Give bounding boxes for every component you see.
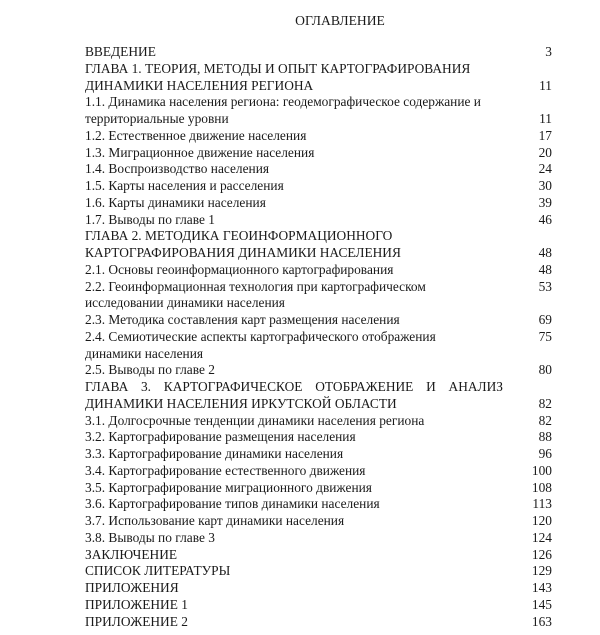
toc-page-number: 108 xyxy=(531,479,552,495)
toc-entry-text: 3.5. Картографирование миграционного движения xyxy=(85,479,372,495)
toc-entry-text: ГЛАВА 3. КАРТОГРАФИЧЕСКОЕ ОТОБРАЖЕНИЕ И АНАЛИЗ xyxy=(85,379,503,394)
toc-page-number: 126 xyxy=(531,546,552,562)
toc-entry-text: 1.6. Карты динамики населения xyxy=(85,194,266,210)
toc-page-number: 24 xyxy=(538,161,552,177)
toc-entry-text: ГЛАВА 1. ТЕОРИЯ, МЕТОДЫ И ОПЫТ КАРТОГРАФИРОВАНИЯ xyxy=(85,60,471,76)
toc-entry[interactable] xyxy=(85,312,552,329)
toc-page-number: 82 xyxy=(538,395,552,411)
toc-page-number: 163 xyxy=(531,613,552,629)
toc-page-number: 46 xyxy=(538,211,552,227)
toc-page-number: 69 xyxy=(538,312,552,327)
toc-entry[interactable] xyxy=(85,195,552,212)
toc-page-number: 39 xyxy=(538,194,552,210)
toc-entry[interactable] xyxy=(85,44,552,61)
toc-page-number: 11 xyxy=(539,77,552,93)
toc-page-number: 80 xyxy=(538,362,552,378)
toc-entry[interactable] xyxy=(85,614,552,631)
toc-entry[interactable] xyxy=(85,228,552,262)
toc-entry-text: исследовании динамики населения xyxy=(85,295,285,311)
toc-entry[interactable] xyxy=(85,413,552,430)
toc-entry[interactable] xyxy=(85,496,552,513)
toc-entry-text: динамики населения xyxy=(85,345,204,361)
toc-page-number: 3 xyxy=(545,44,552,59)
toc-entry-text: 1.3. Миграционное движение населения xyxy=(85,144,315,160)
toc-entry[interactable] xyxy=(85,547,552,564)
toc-entry-text: 2.3. Методика составления карт размещения населения xyxy=(85,312,400,327)
toc-page-number: 124 xyxy=(531,529,552,545)
toc-entry-text: 3.4. Картографирование естественного движения xyxy=(85,462,366,478)
toc-page-number: 129 xyxy=(531,563,552,579)
toc-entry[interactable] xyxy=(85,463,552,480)
toc-entry-text: 3.2. Картографирование размещения населения xyxy=(85,429,356,445)
toc-entry[interactable] xyxy=(85,580,552,597)
toc-entry-text: 3.6. Картографирование типов динамики населения xyxy=(85,496,380,512)
table-of-contents xyxy=(85,44,552,630)
toc-entry-text: ПРИЛОЖЕНИЕ 2 xyxy=(85,613,188,629)
toc-entry-text: КАРТОГРАФИРОВАНИЯ ДИНАМИКИ НАСЕЛЕНИЯ xyxy=(85,245,401,260)
toc-entry-text: ДИНАМИКИ НАСЕЛЕНИЯ РЕГИОНА xyxy=(85,77,314,93)
toc-entry[interactable] xyxy=(85,161,552,178)
toc-entry-text: 1.4. Воспроизводство населения xyxy=(85,161,270,177)
toc-entry[interactable] xyxy=(85,94,552,128)
toc-page-number: 88 xyxy=(538,429,552,445)
toc-entry-text: 2.2. Геоинформационная технология при картографическом xyxy=(85,278,426,294)
toc-title: ОГЛАВЛЕНИЕ xyxy=(295,13,385,28)
toc-entry-text: 2.5. Выводы по главе 2 xyxy=(85,362,215,378)
toc-entry[interactable] xyxy=(85,362,552,379)
toc-entry-text: ГЛАВА 2. МЕТОДИКА ГЕОИНФОРМАЦИОННОГО xyxy=(85,228,393,244)
toc-entry[interactable] xyxy=(85,563,552,580)
toc-entry-text: 3.3. Картографирование динамики населения xyxy=(85,446,344,461)
toc-page-number: 53 xyxy=(538,278,552,294)
toc-entry[interactable] xyxy=(85,128,552,145)
toc-entry-text: 1.5. Карты населения и расселения xyxy=(85,178,284,193)
toc-entry-text: 2.1. Основы геоинформационного картографирования xyxy=(85,261,394,277)
toc-page-number: 143 xyxy=(531,580,552,595)
toc-page-number: 145 xyxy=(531,596,552,612)
toc-entry-text: 3.7. Использование карт динамики населения xyxy=(85,513,345,528)
toc-page-number: 30 xyxy=(538,178,552,193)
toc-entry[interactable] xyxy=(85,262,552,279)
toc-page-number: 17 xyxy=(538,127,552,143)
toc-page-number: 82 xyxy=(538,412,552,428)
toc-entry-text: ДИНАМИКИ НАСЕЛЕНИЯ ИРКУТСКОЙ ОБЛАСТИ xyxy=(85,395,397,411)
toc-entry[interactable] xyxy=(85,178,552,195)
toc-entry-text: 2.4. Семиотические аспекты картографического отображения xyxy=(85,328,436,344)
toc-page-number: 20 xyxy=(538,144,552,160)
toc-entry-text: 1.7. Выводы по главе 1 xyxy=(85,211,215,227)
toc-page-number: 100 xyxy=(531,462,552,478)
toc-entry-text: 1.2. Естественное движение населения xyxy=(85,127,307,143)
toc-page-number: 48 xyxy=(538,261,552,277)
toc-page-number: 75 xyxy=(538,328,552,344)
toc-entry[interactable] xyxy=(85,429,552,446)
toc-entry[interactable] xyxy=(85,61,552,95)
toc-entry[interactable] xyxy=(85,597,552,614)
toc-entry-text: ПРИЛОЖЕНИЕ 1 xyxy=(85,596,188,612)
toc-entry-text: 1.1. Динамика населения региона: геодемографическое содержание и xyxy=(85,94,481,110)
toc-entry-text: территориальные уровни xyxy=(85,111,229,126)
toc-entry[interactable] xyxy=(85,145,552,162)
toc-entry[interactable] xyxy=(85,279,552,313)
toc-entry-text: 3.1. Долгосрочные тенденции динамики населения региона xyxy=(85,412,425,428)
toc-entry[interactable] xyxy=(85,513,552,530)
toc-entry[interactable] xyxy=(85,530,552,547)
toc-page-number: 48 xyxy=(538,245,552,260)
toc-page-number: 11 xyxy=(539,111,552,126)
toc-entry[interactable] xyxy=(85,329,552,363)
toc-entry-text: СПИСОК ЛИТЕРАТУРЫ xyxy=(85,563,231,579)
toc-entry[interactable] xyxy=(85,379,552,413)
toc-page-number: 120 xyxy=(531,513,552,528)
toc-entry-text: ЗАКЛЮЧЕНИЕ xyxy=(85,546,178,562)
toc-entry[interactable] xyxy=(85,212,552,229)
toc-page-number: 113 xyxy=(532,496,552,512)
toc-entry-text: ВВЕДЕНИЕ xyxy=(85,44,156,59)
toc-entry[interactable] xyxy=(85,480,552,497)
toc-entry-text: 3.8. Выводы по главе 3 xyxy=(85,529,215,545)
toc-page-number: 96 xyxy=(538,446,552,461)
toc-entry[interactable] xyxy=(85,446,552,463)
toc-entry-text: ПРИЛОЖЕНИЯ xyxy=(85,580,179,595)
